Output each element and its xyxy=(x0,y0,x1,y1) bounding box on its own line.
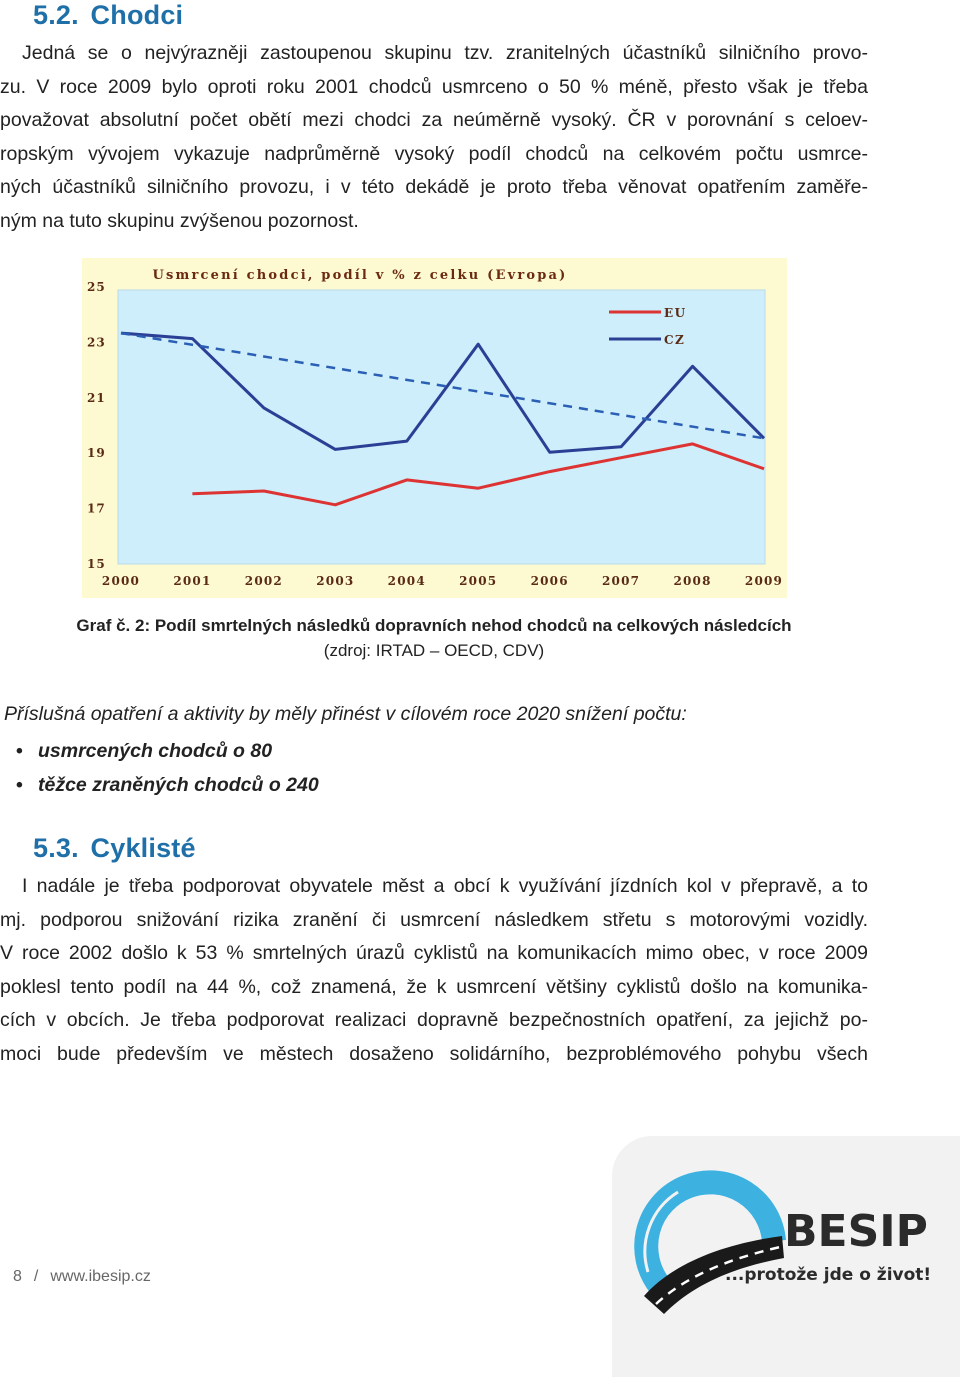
target-item-label: usmrcených chodců o 80 xyxy=(38,740,273,762)
section-number: 5.2. xyxy=(33,0,79,30)
paragraph-line: zu. V roce 2009 bylo oproti roku 2001 chodců usmrceno o 50 % méně, přesto však je třeba xyxy=(0,75,868,98)
y-tick-label: 23 xyxy=(87,335,106,350)
paragraph-line: ných účastníků silničního provozu, i v této dekádě je proto třeba věnovat opatřením zaměře- xyxy=(0,176,868,198)
y-tick-label: 25 xyxy=(87,280,106,294)
besip-logo xyxy=(612,1136,960,1377)
cykliste-paragraph xyxy=(0,870,868,1071)
paragraph-line: poklesl tento podíl na 44 %, což znamená, že k usmrcení většiny cyklistů došlo na komunika- xyxy=(0,975,868,998)
paragraph-line: V roce 2002 došlo k 53 % smrtelných úrazů cyklistů na komunikacích mimo obec, v roce 2009 xyxy=(0,942,868,964)
logo-slogan: ...protože jde o život! xyxy=(725,1265,932,1285)
x-tick-label: 2006 xyxy=(530,574,569,588)
legend-label: EU xyxy=(664,306,687,320)
bullet-icon: • xyxy=(16,740,23,762)
y-tick-label: 15 xyxy=(87,557,106,571)
x-tick-label: 2009 xyxy=(744,574,784,588)
x-tick-label: 2008 xyxy=(673,574,712,588)
logo-panel xyxy=(612,1136,960,1377)
paragraph-line: ným na tuto skupinu zvýšenou pozornost. xyxy=(0,209,359,232)
plot-area xyxy=(118,290,765,564)
y-tick-label: 17 xyxy=(87,501,106,516)
list-item xyxy=(16,734,319,768)
section-heading-cykliste xyxy=(33,833,196,864)
section-title: Chodci xyxy=(90,0,184,30)
paragraph-line: mj. podporou snižování rizika zranění či usmrcení následkem střetu s motorovými vozidly. xyxy=(0,908,868,931)
x-tick-label: 2000 xyxy=(101,574,141,588)
page-number: 8 xyxy=(13,1268,22,1285)
paragraph-line: ropským vývojem vykazuje nadprůměrně vysoký podíl chodců na celkovém počtu usmrce- xyxy=(0,142,868,165)
y-tick-label: 19 xyxy=(87,446,106,461)
x-tick-label: 2001 xyxy=(173,574,212,588)
x-tick-label: 2007 xyxy=(602,574,641,588)
targets-list xyxy=(16,734,319,802)
line-chart-svg xyxy=(82,258,787,598)
x-tick-label: 2005 xyxy=(459,574,498,588)
bullet-icon: • xyxy=(16,774,23,796)
website-link[interactable]: www.ibesip.cz xyxy=(50,1268,151,1285)
chodci-paragraph xyxy=(0,37,868,238)
x-tick-label: 2004 xyxy=(387,574,426,588)
section-number: 5.3. xyxy=(33,833,79,863)
chart-title: Usmrcení chodci, podíl v % z celku (Evropa) xyxy=(152,268,568,283)
y-tick-label: 21 xyxy=(87,390,106,405)
paragraph-line: považovat absolutní počet obětí mezi chodci za neúměrně vysoký. ČR v porovnání s celoev- xyxy=(0,109,868,131)
x-tick-label: 2002 xyxy=(244,574,283,588)
x-tick-label: 2003 xyxy=(316,574,355,588)
footer-separator: / xyxy=(33,1268,39,1285)
legend-label: CZ xyxy=(664,333,686,347)
paragraph-line: cích v obcích. Je třeba podporovat realizaci dopravně bezpečnostních opatření, za jejichž po- xyxy=(0,1009,868,1031)
logo-name: BESIP xyxy=(784,1206,928,1257)
figure-caption-title: Graf č. 2: Podíl smrtelných následků dopravních nehod chodců na celkových následcích xyxy=(76,616,792,635)
section-title: Cyklisté xyxy=(90,833,196,863)
line-chart xyxy=(82,258,787,598)
targets-lead: Příslušná opatření a aktivity by měly přinést v cílovém roce 2020 snížení počtu: xyxy=(4,703,687,725)
list-item xyxy=(16,768,319,802)
target-item-label: těžce zraněných chodců o 240 xyxy=(38,774,319,796)
paragraph-line: I nadále je třeba podporovat obyvatele měst a obcí k využívání jízdních kol v přepravě, a to xyxy=(22,875,868,897)
paragraph-line: moci bude především ve městech dosaženo solidárního, bezproblémového pohybu všech xyxy=(0,1042,868,1065)
page-footer xyxy=(13,1268,151,1286)
paragraph-line: Jedná se o nejvýrazněji zastoupenou skupinu tzv. zranitelných účastníků silničního provo- xyxy=(22,42,868,64)
section-heading-chodci xyxy=(33,0,183,31)
figure-caption-source: (zdroj: IRTAD – OECD, CDV) xyxy=(323,641,545,660)
